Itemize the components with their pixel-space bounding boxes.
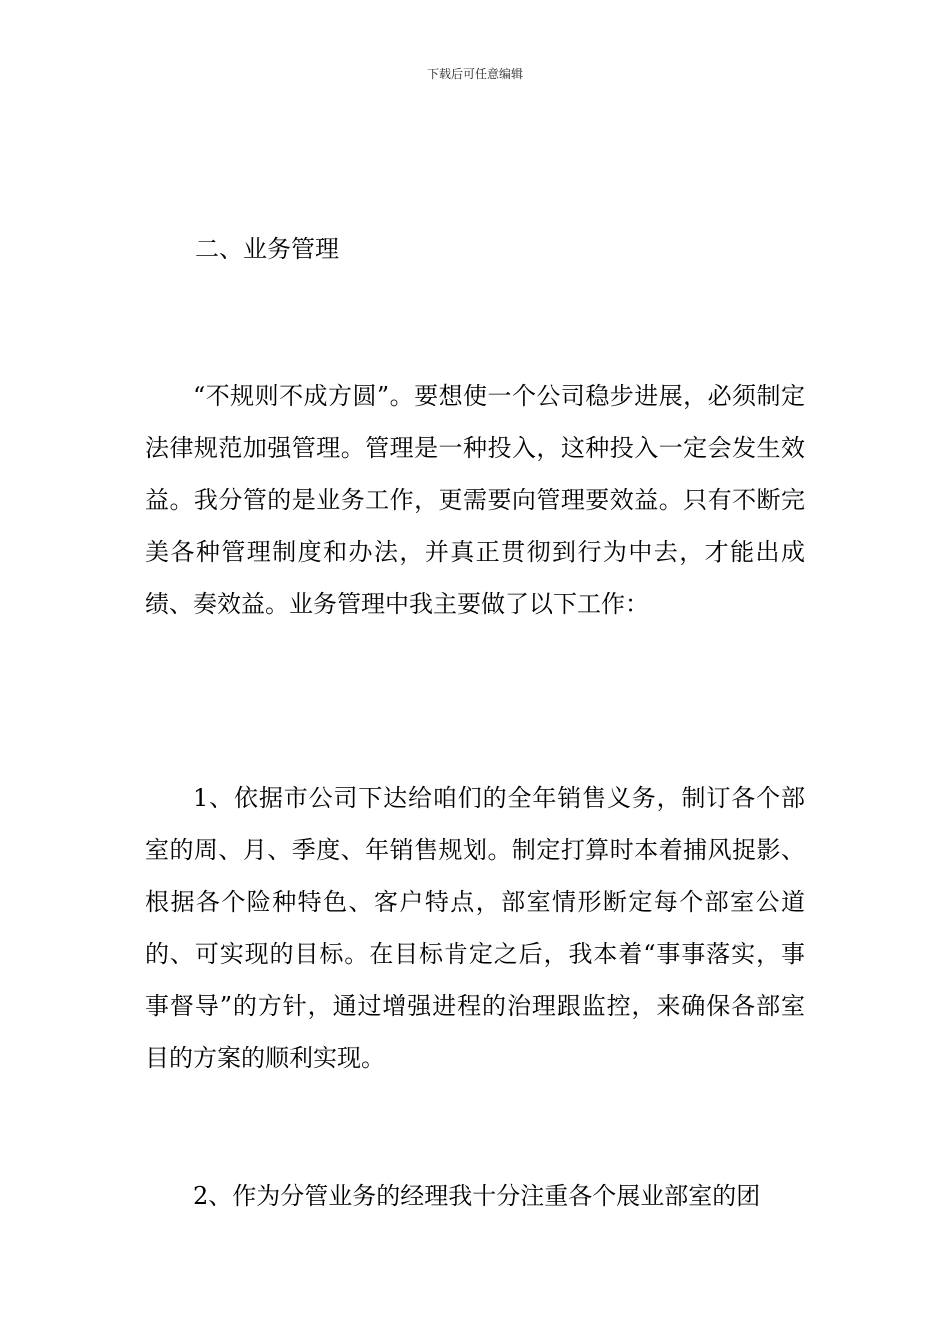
paragraph-item-2: 2、作为分管业务的经理我十分注重各个展业部室的团 — [193, 1182, 761, 1210]
header-note: 下载后可任意编辑 — [426, 67, 523, 81]
paragraph-management-intro: “不规则不成方圆”。要想使一个公司稳步进展，必须制定法律规范加强管理。管理是一种投入，这种投入一定会发生效益。我分管的是业务工作，更需要向管理要效益。只有不断完美各种管理制度和办法，并真正贯彻到行为中去，才能出成绩、奏效益。业务管理中我主要做了以下工作： — [145, 382, 805, 618]
paragraph-item-1: 1、依据市公司下达给咱们的全年销售义务，制订各个部室的周、月、季度、年销售规划。制定打算时本着捕风捉影、根据各个险种特色、客户特点，部室情形断定每个部室公道的、可实现的目标。在目标肯定之后，我本着“事事落实，事事督导”的方针，通过增强进程的治理跟监控，来确保各部室目的方案的顺利实现。 — [145, 784, 805, 1072]
section-heading: 二、业务管理 — [195, 235, 339, 263]
